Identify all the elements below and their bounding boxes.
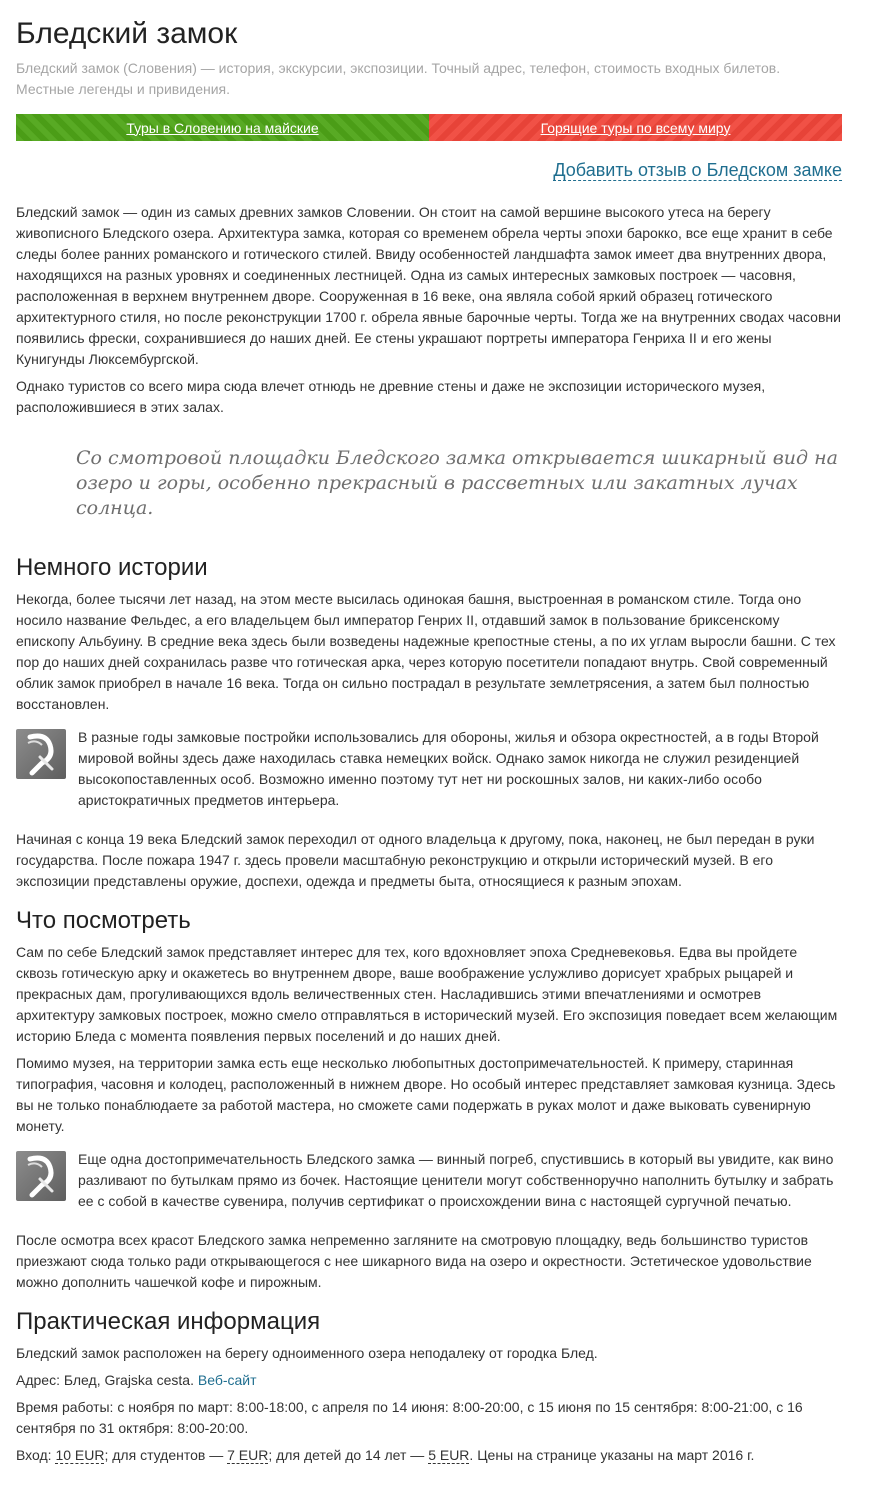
note-text: В разные годы замковые постройки использовались для обороны, жилья и обзора окрестностей, а в годы Второй мировой войны здесь даже находилась ставка немецких войск. Однако замок никогда не служил резиденцией высокопоставленных особ. Возможно именно поэтому тут нет ни роскошных залов, ни каких-либо особо аристократичных предметов интерьера.	[78, 729, 819, 808]
note-box	[16, 1149, 842, 1212]
students-label: ; для студентов —	[104, 1447, 224, 1463]
entry-prices	[16, 1445, 842, 1466]
what-to-see-paragraph: После осмотра всех красот Бледского замка непременно загляните на смотровую площадку, ведь большинство туристов приезжают сюда только ради открывающегося с нее шикарного вида на озеро и окрестности. Эстетическое удовольствие можно дополнить чашечкой кофе и пирожным.	[16, 1232, 812, 1290]
history-heading: Немного истории	[16, 554, 208, 581]
price-adult[interactable]: 10 EUR	[55, 1447, 105, 1463]
history-paragraph: Начиная с конца 19 века Бледский замок переходил от одного владельца к другому, пока, наконец, не был передан в руки государства. После пожара 1947 г. здесь провели масштабную реконструкцию и открыли исторический музей. В его экспозиции представлены оружие, доспехи, одежда и предметы быта, относящиеся к разным эпохам.	[16, 831, 815, 889]
intro-paragraph: Однако туристов со всего мира сюда влечет отнюдь не древние стены и даже не экспозиции исторического музея, расположившиеся в этих залах.	[16, 378, 766, 415]
price-note: . Цены на странице указаны на март 2016 г.	[469, 1447, 755, 1463]
note-text: Еще одна достопримечательность Бледского замка — винный погреб, спустившись в который вы увидите, как вино разливают по бутылкам прямо из бочек. Настоящие ценители могут собственноручно наполнить бутылку и забрать ее с собой в качестве сувенира, получив сертификат о происхождении вина с настоящей сургучной печатью.	[78, 1151, 834, 1209]
tip-icon	[16, 729, 66, 779]
entry-label: Вход:	[16, 1447, 52, 1463]
note-box	[16, 727, 842, 811]
price-student[interactable]: 7 EUR	[227, 1447, 269, 1463]
address-line	[16, 1370, 842, 1391]
pull-quote: Со смотровой площадки Бледского замка открывается шикарный вид на озеро и горы, особенно прекрасный в рассветных или закатных лучах солнца.	[76, 447, 838, 519]
promo-banners	[16, 114, 842, 141]
page-subtitle: Бледский замок (Словения) — история, экскурсии, экспозиции. Точный адрес, телефон, стоимость входных билетов. Местные легенды и привидения.	[16, 60, 781, 97]
price-kids[interactable]: 5 EUR	[428, 1447, 470, 1463]
address-text: Адрес: Блед, Grajska cesta.	[16, 1372, 194, 1388]
article	[16, 0, 842, 1466]
tours-slovenia-banner[interactable]: Туры в Словению на майские	[16, 114, 429, 141]
kids-label: ; для детей до 14 лет —	[268, 1447, 425, 1463]
page-title: Бледский замок	[16, 17, 238, 50]
add-review-link[interactable]: Добавить отзыв о Бледском замке	[553, 160, 842, 180]
location-text: Бледский замок расположен на берегу одноименного озера неподалеку от городка Блед.	[16, 1345, 598, 1361]
history-paragraph: Некогда, более тысячи лет назад, на этом месте высилась одинокая башня, выстроенная в романском стиле. Тогда оно носило название Фельдес, а его владельцем был император Генрих II, отдавший замок в пользование бриксенскому епископу Альбуину. В средние века здесь были возведены надежные крепостные стены, а по их углам выросли башни. С тех пор до наших дней сохранилась разве что готическая арка, через которую посетители попадают внутрь. Свой современный облик замок приобрел в начале 16 века. Тогда он сильно пострадал в результате землетрясения, а затем был полностью восстановлен.	[16, 591, 836, 712]
website-link[interactable]: Веб-сайт	[197, 1372, 257, 1388]
what-to-see-paragraph: Сам по себе Бледский замок представляет интерес для тех, кого вдохновляет эпоха Средневековья. Едва вы пройдете сквозь готическую арку и окажетесь во внутреннем дворе, ваше воображение услужливо дорисует храбрых рыцарей и прекрасных дам, прогуливающихся вдоль величественных стен. Насладившись этими впечатлениями и осмотрев архитектуру замковых построек, можно смело отправляться в исторический музей. Его экспозиция поведает всем желающим историю Бледа с момента появления первых поселений и до наших дней.	[16, 944, 838, 1044]
intro-paragraph: Бледский замок — один из самых древних замков Словении. Он стоит на самой вершине высокого утеса на берегу живописного Бледского озера. Архитектура замка, которая со временем обрела черты эпохи барокко, все еще хранит в себе следы более ранних романского и готического стилей. Ввиду особенностей ландшафта замок имеет два внутренних двора, находящихся на разных уровнях и соединенных лестницей. Одна из самых интересных замковых построек — часовня, расположенная в верхнем внутреннем дворе. Сооруженная в 16 веке, она являла собой яркий образец готического архитектурного стиля, но после реконструкции 1700 г. обрела явные барочные черты. Тогда же на внутренних сводах часовни появились фрески, сохранившиеся до наших дней. Ее стены украшают портреты императора Генриха II и его жены Кунигунды Люксембургской.	[16, 204, 841, 367]
what-to-see-heading: Что посмотреть	[16, 907, 191, 934]
practical-heading: Практическая информация	[16, 1308, 321, 1335]
hot-tours-banner[interactable]: Горящие туры по всему миру	[429, 114, 842, 141]
review-row	[16, 159, 842, 183]
opening-hours: Время работы: с ноября по март: 8:00-18:00, с апреля по 14 июня: 8:00-20:00, с 15 июня по 15 сентября: 8:00-21:00, с 16 сентября по 31 октября: 8:00-20:00.	[16, 1399, 803, 1436]
what-to-see-paragraph: Помимо музея, на территории замка есть еще несколько любопытных достопримечательностей. К примеру, старинная типография, часовня и колодец, расположенный в нижнем дворе. Но особый интерес представляет замковая кузница. Здесь вы не только понаблюдаете за работой мастера, но сможете сами подержать в руках молот и даже выковать сувенирную монету.	[16, 1055, 836, 1134]
tip-icon	[16, 1151, 66, 1201]
